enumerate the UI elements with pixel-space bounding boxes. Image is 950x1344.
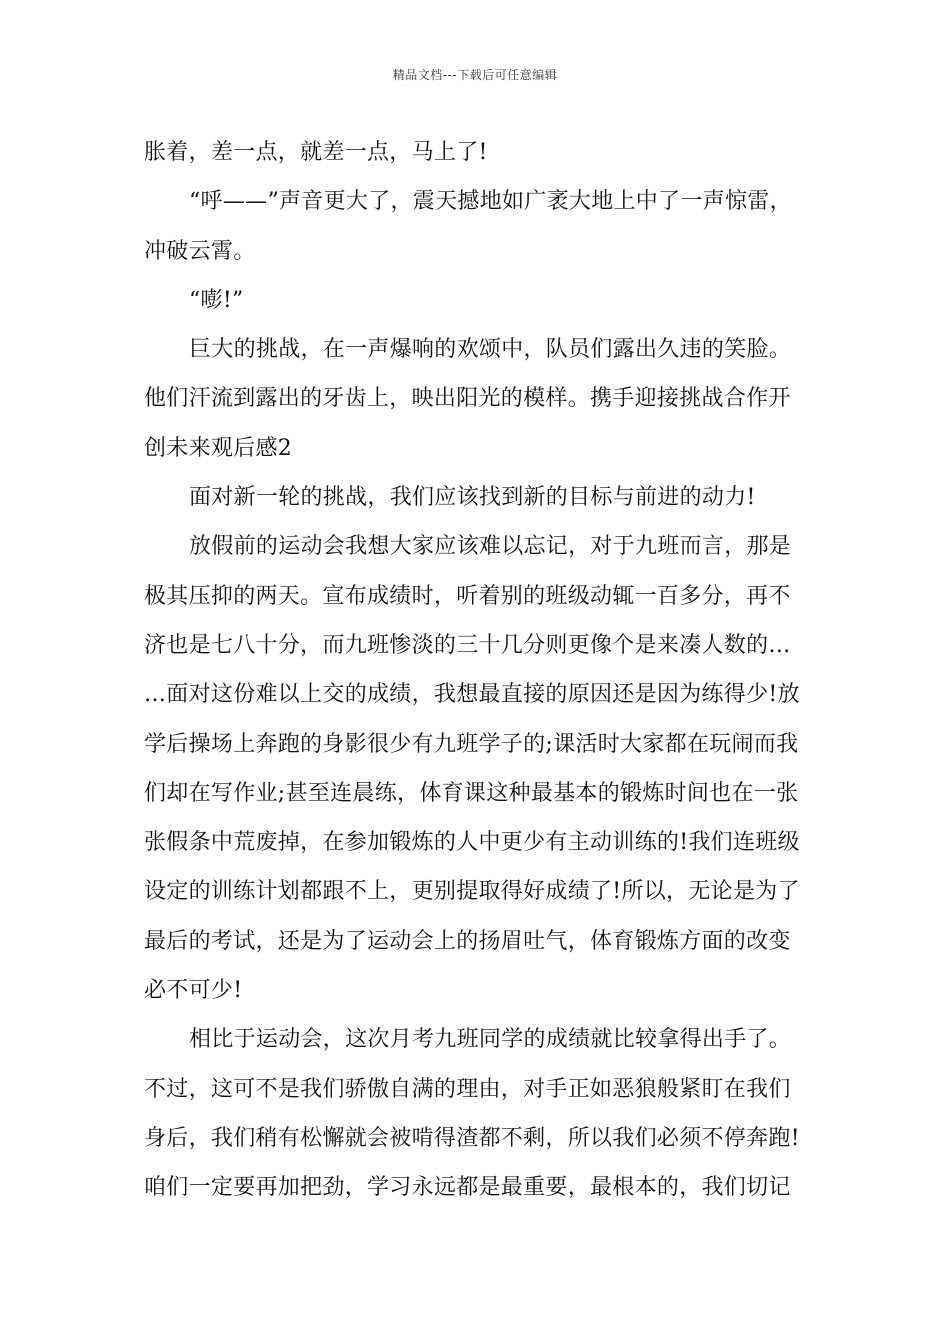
document-body: [144, 128, 808, 1213]
text-line: 他们汗流到露出的牙齿上，映出阳光的模样。携手迎接挑战合作开: [144, 386, 791, 412]
text-line: “呼——”声音更大了，震天撼地如广袤大地上中了一声惊雷，: [189, 189, 792, 215]
section-heading: 创未来观后感2: [144, 435, 293, 461]
page-header: 精品文档---下载后可任意编辑: [392, 68, 558, 82]
text-line: 咱们一定要再加把劲，学习永远都是最重要，最根本的，我们切记: [144, 1175, 791, 1201]
text-line: 胀着，差一点，就差一点，马上了!: [144, 140, 488, 165]
text-line: 极其压抑的两天。宣布成绩时，听着别的班级动辄一百多分，再不: [144, 583, 791, 609]
text-line: 济也是七八十分，而九班惨淡的三十几分则更像个是来凑人数的…: [144, 632, 791, 658]
text-line: 张假条中荒废掉，在参加锻炼的人中更少有主动训练的!我们连班级: [144, 830, 800, 856]
text-line: …面对这份难以上交的成绩，我想最直接的原因还是因为练得少!放: [144, 682, 800, 708]
text-line: 相比于运动会，这次月考九班同学的成绩就比较拿得出手了。: [189, 1027, 792, 1053]
text-line: 学后操场上奔跑的身影很少有九班学子的;课活时大家都在玩闹而我: [144, 731, 799, 757]
text-line: 巨大的挑战，在一声爆响的欢颂中，队员们露出久违的笑脸。: [189, 337, 792, 363]
text-line: 身后，我们稍有松懈就会被啃得渣都不剩，所以我们必须不停奔跑!: [144, 1125, 800, 1151]
text-line: 冲破云霄。: [144, 238, 256, 264]
text-line: 面对新一轮的挑战，我们应该找到新的目标与前进的动力!: [189, 485, 756, 511]
text-line: 放假前的运动会我想大家应该难以忘记，对于九班而言，那是: [189, 534, 792, 560]
text-line: 必不可少!: [144, 978, 243, 1004]
text-line: 们却在写作业;甚至连晨练，体育课这种最基本的锻炼时间也在一张: [144, 780, 799, 806]
text-line: 设定的训练计划都跟不上，更别提取得好成绩了!所以，无论是为了: [144, 879, 800, 905]
text-line: 不过，这可不是我们骄傲自满的理由，对手正如恶狼般紧盯在我们: [144, 1076, 791, 1102]
text-line: 最后的考试，还是为了运动会上的扬眉吐气，体育锻炼方面的改变: [144, 928, 791, 954]
text-line: “嘭!”: [189, 287, 244, 313]
